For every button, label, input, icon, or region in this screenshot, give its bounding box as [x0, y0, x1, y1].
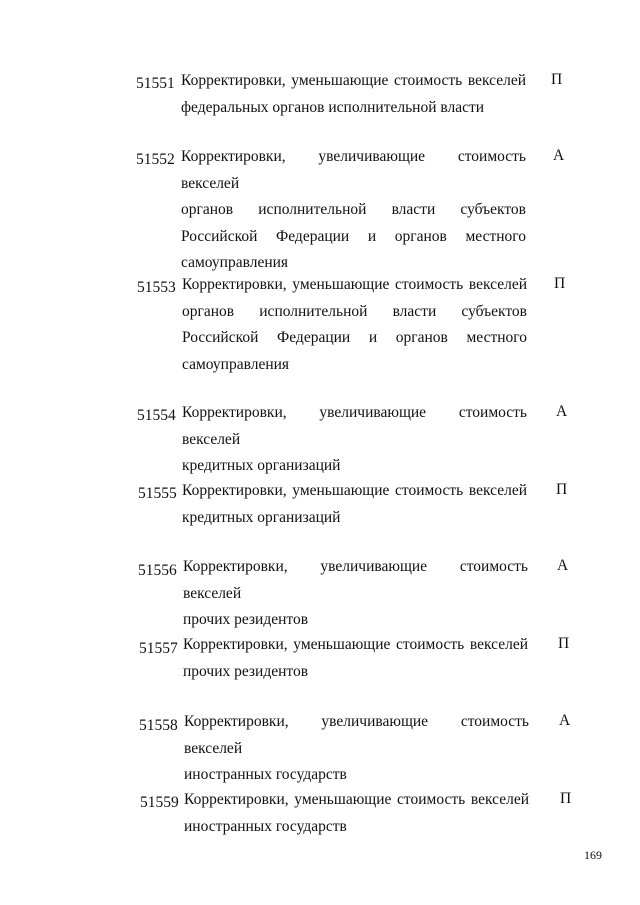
description-line: Корректировки, уменьшающие стоимость векселей [184, 791, 529, 808]
description-line: прочих резидентов [183, 611, 309, 628]
account-description [181, 68, 526, 121]
description-line: Корректировки, увеличивающие стоимость векселей [184, 713, 529, 757]
description-line: органов исполнительной власти субъектов [182, 302, 527, 320]
account-code: 51551 [136, 75, 175, 92]
account-side: А [559, 712, 571, 729]
description-line: федеральных органов исполнительной власти [181, 98, 485, 116]
account-side: А [553, 147, 565, 164]
account-code: 51556 [138, 562, 177, 579]
description-line: иностранных государств [184, 817, 347, 835]
description-line: самоуправления [181, 254, 289, 271]
account-code: 51553 [137, 279, 176, 296]
account-description [182, 272, 527, 378]
description-line: кредитных организаций [182, 508, 341, 526]
account-side: П [551, 71, 563, 88]
description-line: Корректировки, увеличивающие стоимость векселей [181, 148, 526, 192]
account-description [181, 144, 526, 277]
account-code: 51552 [136, 151, 175, 168]
description-line: самоуправления [182, 355, 290, 373]
account-code: 51555 [138, 485, 177, 502]
description-line: прочих резидентов [183, 662, 309, 680]
description-line: Корректировки, уменьшающие стоимость векселей [181, 72, 526, 89]
account-side: П [556, 481, 568, 498]
page-number: 169 [584, 848, 602, 862]
description-line: Корректировки, увеличивающие стоимость векселей [182, 404, 527, 448]
account-code: 51557 [139, 640, 178, 657]
account-description [184, 787, 529, 840]
account-description [183, 554, 528, 634]
account-description [182, 400, 527, 480]
description-line: иностранных государств [184, 766, 347, 783]
account-side: А [556, 403, 568, 420]
description-line: Корректировки, уменьшающие стоимость векселей [182, 276, 527, 293]
description-line: кредитных организаций [182, 457, 341, 474]
account-description [184, 709, 529, 789]
description-line: органов исполнительной власти субъектов [181, 201, 526, 218]
account-side: А [557, 557, 569, 574]
account-side: П [560, 790, 572, 807]
account-side: П [554, 275, 566, 292]
account-code: 51559 [140, 794, 179, 811]
account-description [183, 632, 528, 685]
description-line: Корректировки, увеличивающие стоимость векселей [183, 558, 528, 602]
description-line: Российской Федерации и органов местного [181, 227, 526, 245]
account-description [182, 478, 527, 531]
account-code: 51554 [137, 407, 176, 424]
description-line: Российской Федерации и органов местного [182, 329, 527, 346]
description-line: Корректировки, уменьшающие стоимость векселей [182, 482, 527, 499]
description-line: Корректировки, уменьшающие стоимость векселей [183, 636, 528, 653]
account-side: П [558, 635, 570, 652]
account-code: 51558 [139, 717, 178, 734]
